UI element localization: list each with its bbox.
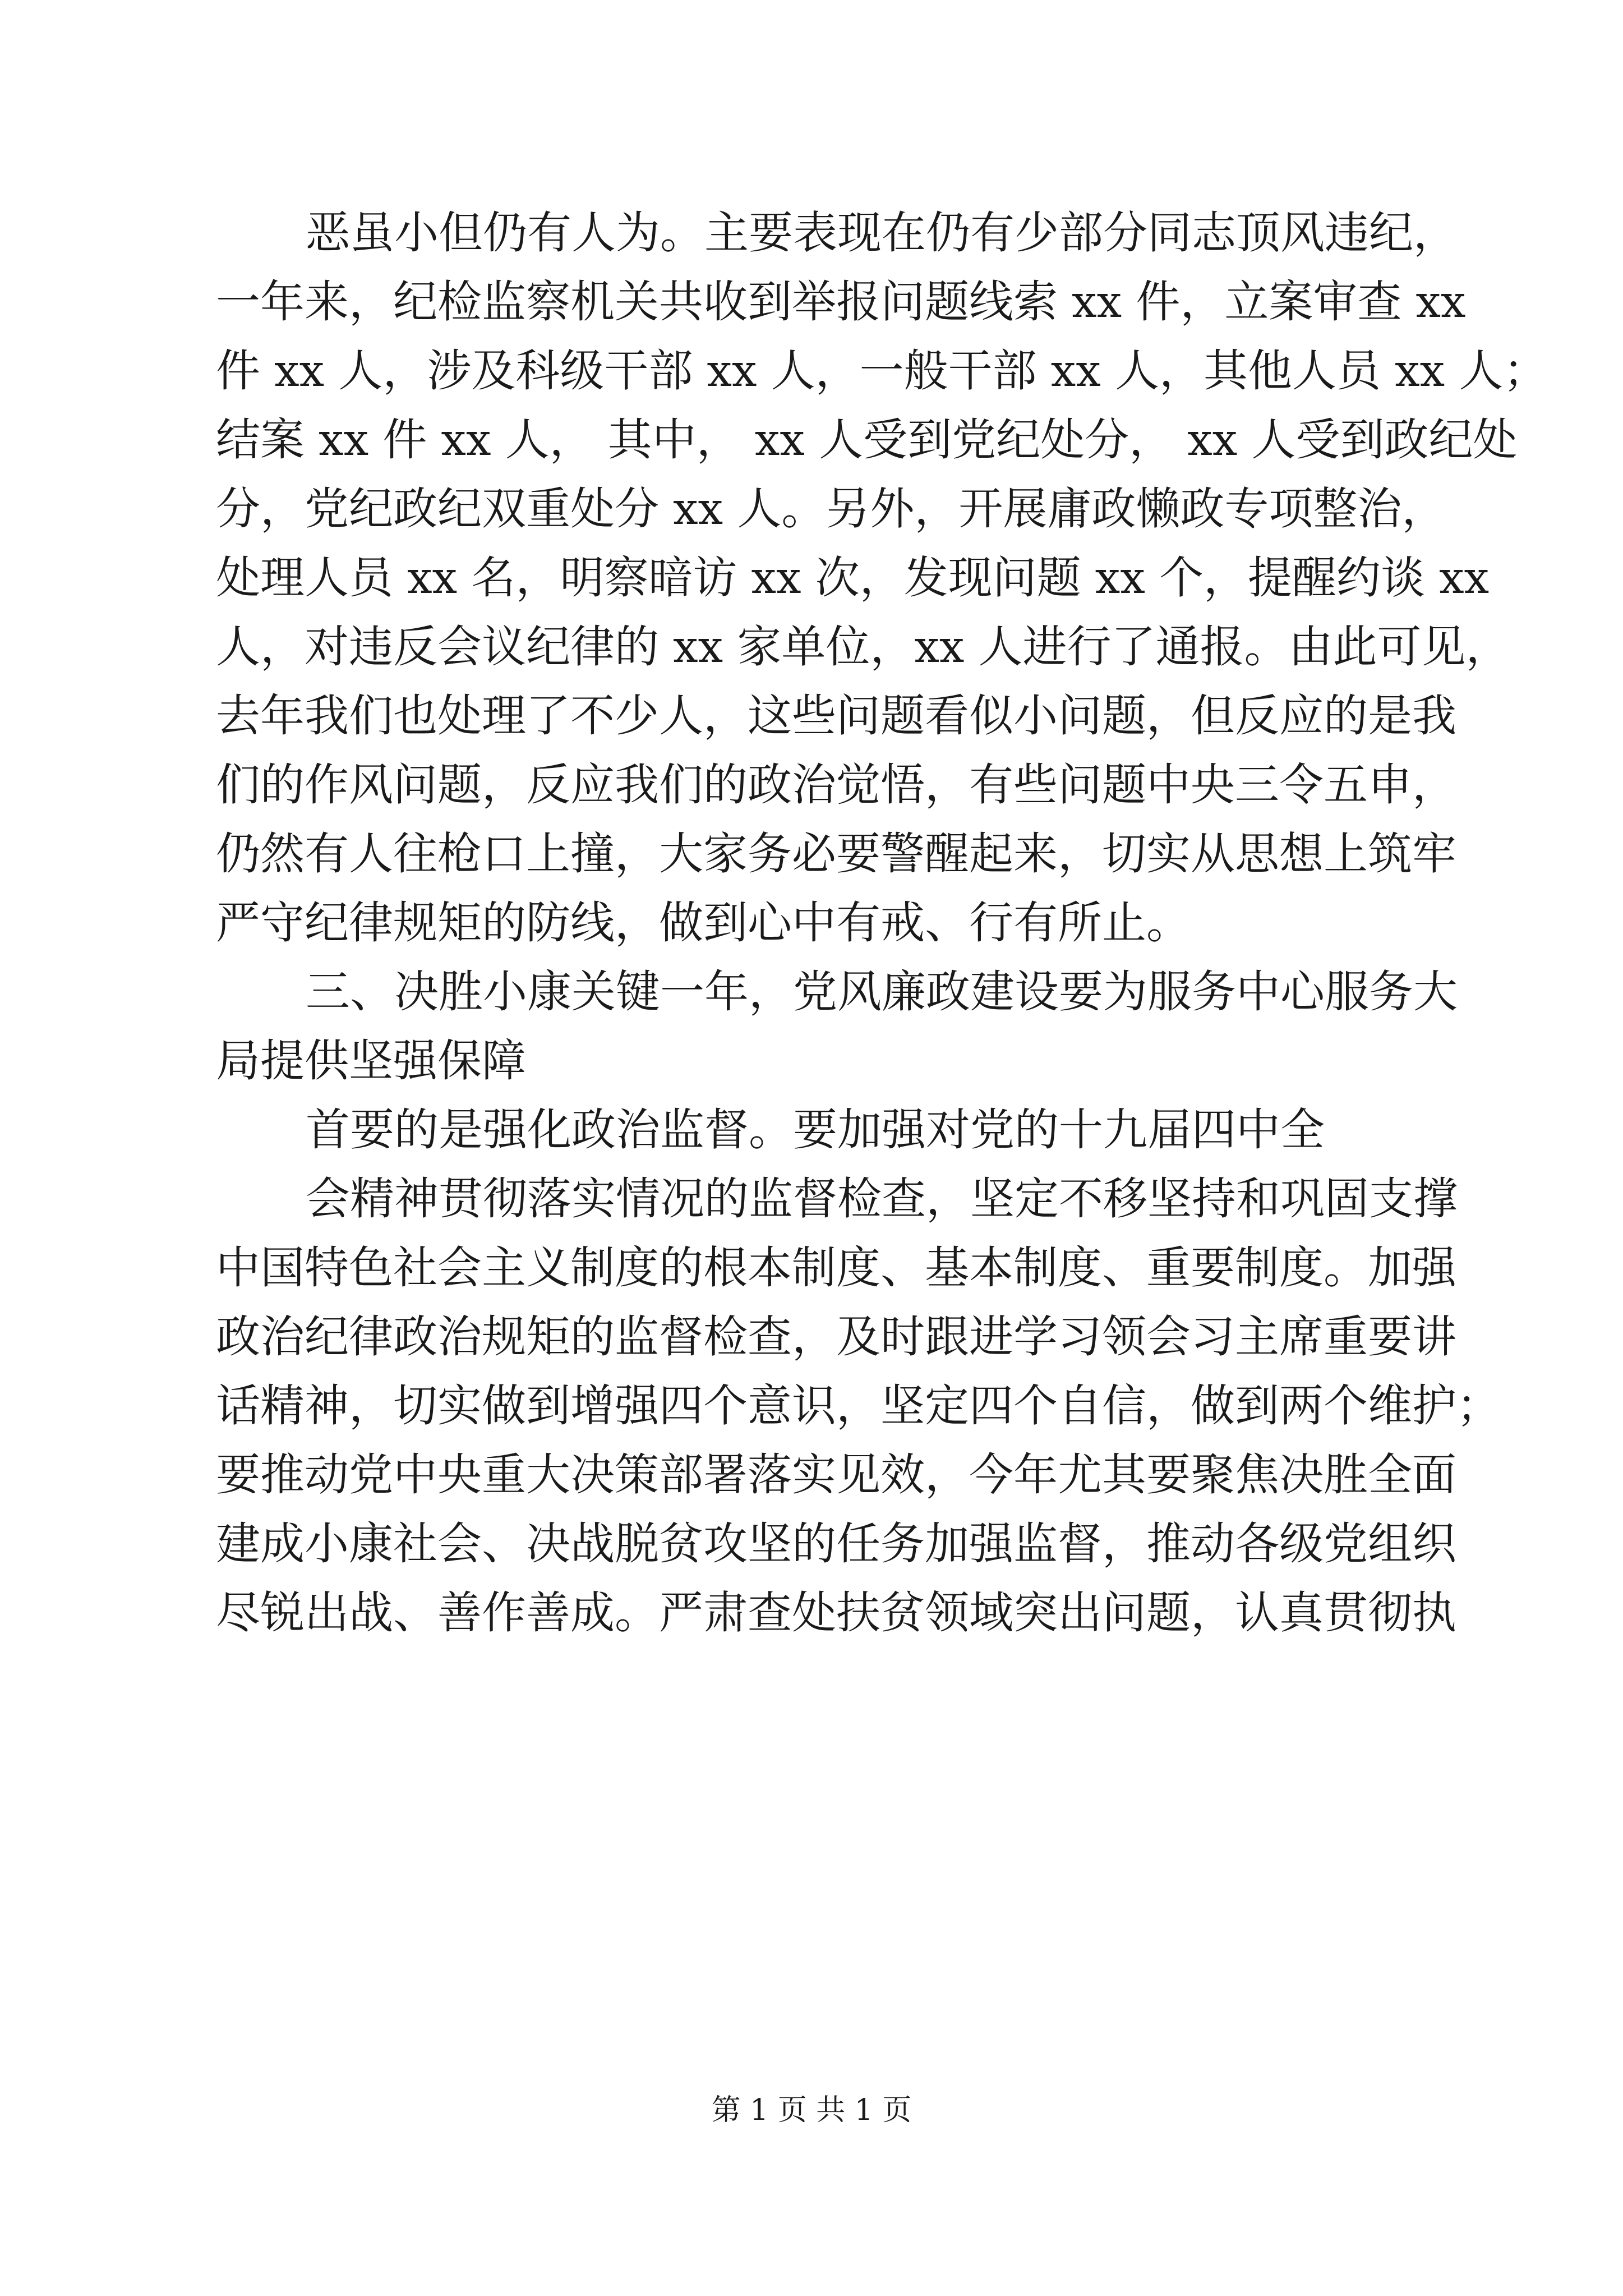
text-line: 去年我们也处理了不少人，这些问题看似小问题，但反应的是我 — [216, 690, 1456, 742]
text-line: 建成小康社会、决战脱贫攻坚的任务加强监督，推动各级党组织 — [216, 1518, 1456, 1570]
text-line: 要推动党中央重大决策部署落实见效，今年尤其要聚焦决胜全面 — [216, 1449, 1456, 1501]
text-line: 会精神贯彻落实情况的监督检查，坚定不移坚持和巩固支撑 — [306, 1173, 1458, 1225]
section-heading-line: 局提供坚强保障 — [216, 1035, 526, 1087]
text-line: 件 xx 人，涉及科级干部 xx 人，一般干部 xx 人，其他人员 xx 人； — [216, 345, 1548, 397]
text-line: 处理人员 xx 名，明察暗访 xx 次，发现问题 xx 个，提醒约谈 xx — [216, 552, 1490, 604]
text-line: 话精神，切实做到增强四个意识，坚定四个自信，做到两个维护； — [216, 1380, 1501, 1432]
text-line: 结案 xx 件 xx 人， 其中， xx 人受到党纪处分， xx 人受到政纪处 — [216, 414, 1518, 466]
text-line: 中国特色社会主义制度的根本制度、基本制度、重要制度。加强 — [216, 1242, 1456, 1294]
page-footer: 第 1 页 共 1 页 — [711, 2093, 912, 2127]
section-heading-line: 三、决胜小康关键一年，党风廉政建设要为服务中心服务大 — [306, 966, 1458, 1018]
text-line: 一年来，纪检监察机关共收到举报问题线索 xx 件，立案审查 xx — [216, 276, 1466, 328]
text-line: 分，党纪政纪双重处分 xx 人。另外，开展庸政懒政专项整治， — [216, 483, 1446, 535]
text-line: 恶虽小但仍有人为。主要表现在仍有少部分同志顶风违纪， — [306, 207, 1458, 259]
text-line: 尽锐出战、善作善成。严肃查处扶贫领域突出问题，认真贯彻执 — [216, 1587, 1456, 1639]
text-line: 严守纪律规矩的防线，做到心中有戒、行有所止。 — [216, 897, 1191, 949]
text-line: 人，对违反会议纪律的 xx 家单位，xx 人进行了通报。由此可见， — [216, 621, 1510, 673]
text-line: 仍然有人往枪口上撞，大家务必要警醒起来，切实从思想上筑牢 — [216, 828, 1456, 880]
text-line: 首要的是强化政治监督。要加强对党的十九届四中全 — [306, 1104, 1325, 1156]
text-line: 们的作风问题，反应我们的政治觉悟，有些问题中央三令五申， — [216, 759, 1456, 811]
text-line: 政治纪律政治规矩的监督检查，及时跟进学习领会习主席重要讲 — [216, 1311, 1456, 1363]
